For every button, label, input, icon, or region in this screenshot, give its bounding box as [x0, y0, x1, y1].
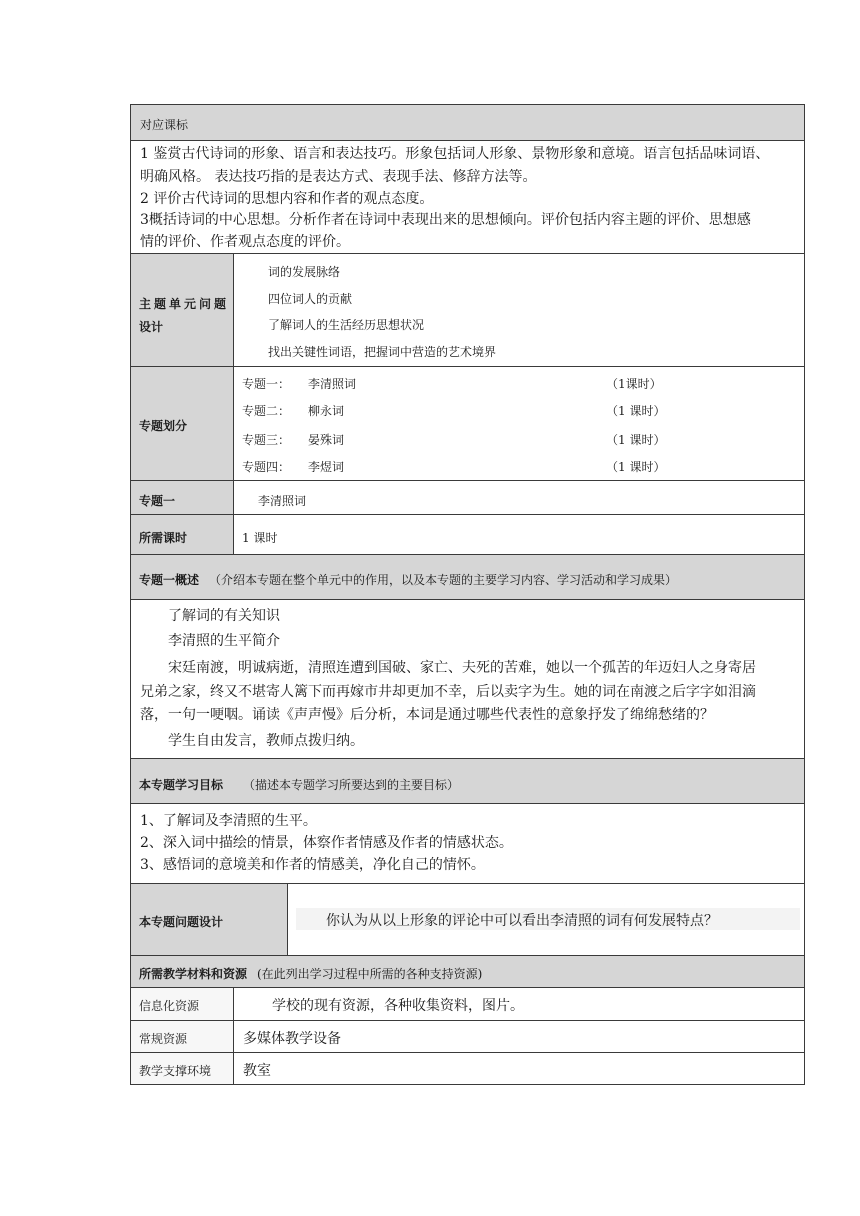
materials-row-label: 常规资源 — [139, 1032, 188, 1046]
unit-design-label: 主题单元问题 — [139, 297, 230, 311]
overview-line: 李清照的生平简介 — [168, 633, 280, 649]
goals-label: 本专题学习目标 — [139, 778, 224, 792]
materials-header-row — [130, 956, 805, 988]
topic-name: 柳永词 — [308, 404, 345, 418]
overview-line: 兄弟之家，终又不堪寄人篱下而再嫁市井却更加不幸，后以卖字为生。她的词在南渡之后字字如泪滴 — [140, 684, 756, 700]
topic-one-label: 专题一 — [139, 494, 176, 508]
materials-row-label: 信息化资源 — [139, 999, 200, 1013]
materials-row — [130, 988, 805, 1021]
topic-num: 专题一： — [242, 377, 291, 391]
topic-name: 晏殊词 — [308, 433, 345, 447]
topic-one-label-cell — [131, 481, 234, 514]
overview-note: （介绍本专题在整个单元中的作用，以及本专题的主要学习内容、学习活动和学习成果） — [209, 573, 678, 587]
overview-line: 落，一句一哽咽。诵读《声声慢》后分析，本词是通过哪些代表性的意象抒发了绵绵愁绪的？ — [140, 707, 714, 723]
standards-header: 对应课标 — [140, 118, 189, 132]
topic-name: 李清照词 — [308, 377, 357, 391]
topic-hours: （1 课时） — [606, 404, 666, 418]
goals-line: 1、了解词及李清照的生平。 — [140, 813, 317, 829]
overview-label: 专题一概述 — [139, 573, 200, 587]
unit-design-item: 词的发展脉络 — [268, 265, 341, 279]
standards-line: 1 鉴赏古代诗词的形象、语言和表达技巧。形象包括词人形象、景物形象和意境。语言包括品味词语、 — [140, 146, 770, 162]
topic-hours: （1 课时） — [606, 460, 666, 474]
unit-design-item: 了解词人的生活经历思想状况 — [268, 318, 425, 332]
materials-row-value: 学校的现有资源，各种收集资料，图片。 — [272, 998, 524, 1014]
overview-line: 学生自由发言，教师点拨归纳。 — [168, 733, 364, 749]
materials-row-value: 多媒体教学设备 — [243, 1031, 341, 1047]
goals-line: 2、深入词中描绘的情景，体察作者情感及作者的情感状态。 — [140, 835, 513, 851]
overview-line: 宋廷南渡，明诚病逝，清照连遭到国破、家亡、夫死的苦难，她以一个孤苦的年迈妇人之身寄居 — [168, 660, 756, 676]
goals-header-row — [130, 759, 805, 804]
materials-row-label: 教学支撑环境 — [139, 1064, 212, 1078]
topic-hours: （1课时） — [606, 377, 662, 391]
topic-num: 专题三： — [242, 433, 291, 447]
standards-line: 明确风格。 表达技巧指的是表达方式、表现手法、修辞方法等。 — [140, 169, 537, 185]
materials-label: 所需教学材料和资源 — [139, 967, 248, 981]
topic-num: 专题四： — [242, 460, 291, 474]
overview-line: 了解词的有关知识 — [168, 608, 280, 624]
hours-label: 所需课时 — [139, 531, 188, 545]
goals-note: （描述本专题学习所要达到的主要目标） — [243, 778, 460, 792]
materials-row-label-cell — [131, 1053, 234, 1084]
materials-row-value: 教室 — [243, 1063, 271, 1079]
question-design-label: 本专题问题设计 — [139, 915, 224, 929]
unit-design-label-2: 设计 — [139, 320, 164, 334]
standards-line: 情的评价、作者观点态度的评价。 — [140, 234, 350, 250]
materials-row-label-cell — [131, 988, 234, 1020]
question-design-row — [130, 884, 805, 956]
unit-design-label-cell — [131, 254, 234, 366]
topic-one-row — [130, 481, 805, 515]
goals-body — [130, 804, 805, 884]
unit-design-row — [130, 254, 805, 367]
standards-line: 3概括诗词的中心思想。分析作者在诗词中表现出来的思想倾向。评价包括内容主题的评价、思想感 — [140, 212, 751, 228]
hours-value: 1 课时 — [242, 531, 278, 545]
standards-body — [130, 141, 805, 254]
materials-note: (在此列出学习过程中所需的各种支持资源) — [257, 967, 483, 981]
question-design-value: 你认为从以上形象的评论中可以看出李清照的词有何发展特点？ — [326, 913, 718, 929]
topic-name: 李煜词 — [308, 460, 345, 474]
question-design-label-cell — [131, 884, 288, 955]
topic-hours: （1 课时） — [606, 433, 666, 447]
standards-header-row — [130, 104, 805, 141]
materials-row-label-cell — [131, 1021, 234, 1052]
materials-row — [130, 1021, 805, 1053]
topics-row — [130, 367, 805, 481]
overview-body — [130, 600, 805, 759]
question-design-box — [296, 908, 800, 930]
hours-row — [130, 515, 805, 555]
topics-label-cell — [131, 367, 234, 480]
standards-line: 2 评价古代诗词的思想内容和作者的观点态度。 — [140, 191, 434, 207]
unit-design-item: 找出关键性词语，把握词中营造的艺术境界 — [268, 345, 497, 359]
topic-one-value: 李清照词 — [258, 494, 307, 508]
unit-design-item: 四位词人的贡献 — [268, 292, 353, 306]
topics-label: 专题划分 — [139, 419, 188, 433]
goals-line: 3、感悟词的意境美和作者的情感美，净化自己的情怀。 — [140, 857, 485, 873]
topic-num: 专题二： — [242, 404, 291, 418]
materials-row — [130, 1053, 805, 1085]
hours-label-cell — [131, 515, 234, 554]
overview-header-row — [130, 555, 805, 600]
